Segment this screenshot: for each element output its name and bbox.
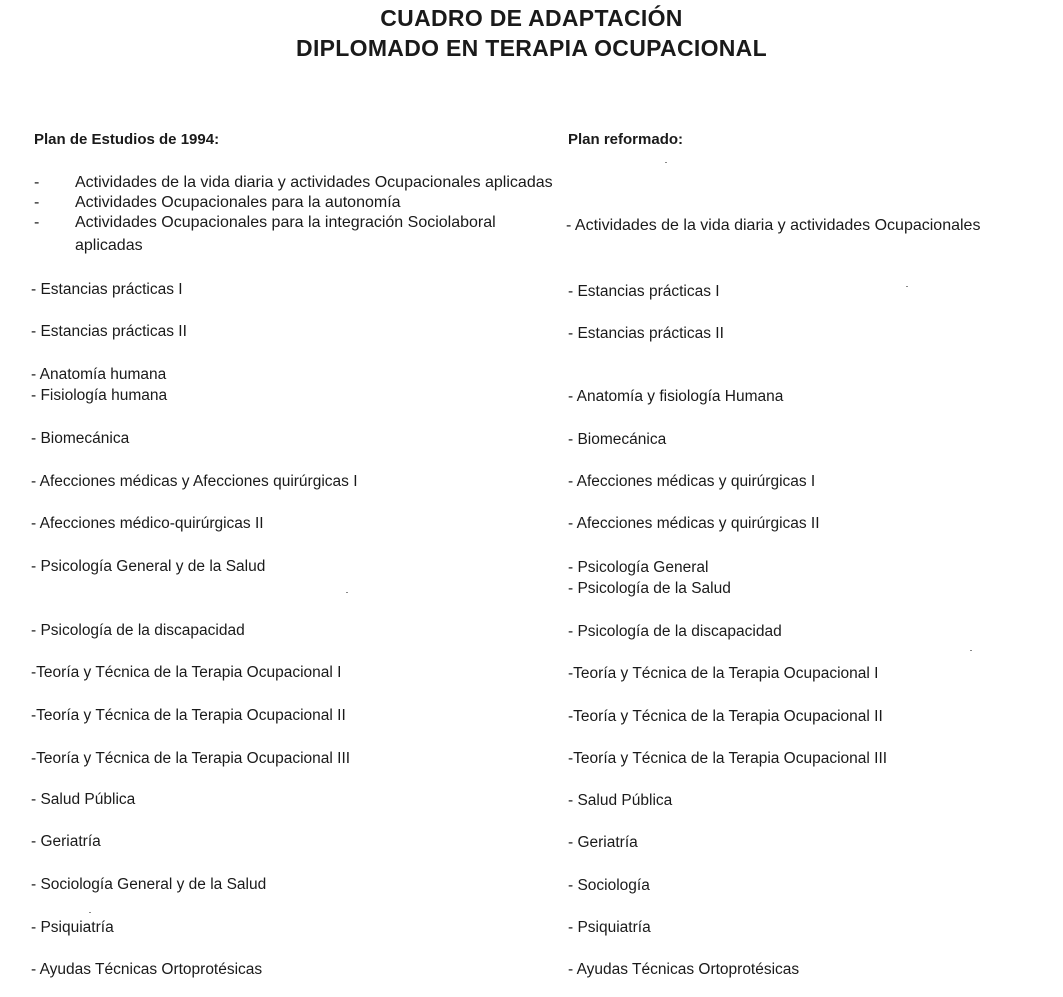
new-subject: - Estancias prácticas II: [568, 325, 724, 342]
merged-new-subject-wrap: aplicadas: [75, 237, 143, 254]
old-subject: - Anatomía humana: [31, 366, 167, 383]
old-plan-header: Plan de Estudios de 1994:: [34, 131, 220, 148]
old-subject: - Sociología General y de la Salud: [31, 876, 267, 893]
list-dash: -: [34, 214, 40, 231]
list-item: [34, 213, 553, 233]
old-subject: - Salud Pública: [31, 791, 136, 808]
new-subject: -Teoría y Técnica de la Terapia Ocupacional III: [568, 750, 888, 767]
new-subject: - Estancias prácticas I: [568, 283, 720, 300]
document-title-line-2: DIPLOMADO EN TERAPIA OCUPACIONAL: [296, 35, 767, 61]
old-subject: - Afecciones médicas y Afecciones quirúrgicas I: [31, 473, 358, 490]
new-subject: - Psicología de la discapacidad: [568, 623, 782, 640]
new-subject: - Ayudas Técnicas Ortoprotésicas: [568, 961, 800, 978]
old-subject: - Estancias prácticas II: [31, 323, 187, 340]
old-subject: -Teoría y Técnica de la Terapia Ocupacional II: [31, 707, 346, 724]
old-subject: - Estancias prácticas I: [31, 281, 183, 298]
new-subject: - Psicología de la Salud: [568, 580, 731, 597]
scan-speck: [970, 650, 972, 651]
old-activities-list: [34, 173, 553, 233]
old-subject: - Biomecánica: [31, 430, 130, 447]
old-subject: - Afecciones médico-quirúrgicas II: [31, 515, 264, 532]
new-subject: - Geriatría: [568, 834, 638, 851]
scan-speck: [906, 286, 908, 287]
list-dash: -: [34, 174, 40, 191]
old-subject: -Teoría y Técnica de la Terapia Ocupacional I: [31, 664, 342, 681]
new-subject: - Afecciones médicas y quirúrgicas I: [568, 473, 816, 490]
new-subject: - Psicología General: [568, 559, 709, 576]
list-item-text: Actividades Ocupacionales para la autonomía: [75, 194, 401, 211]
new-subject: - Anatomía y fisiología Humana: [568, 388, 784, 405]
scan-speck: [665, 162, 667, 163]
old-subject: - Ayudas Técnicas Ortoprotésicas: [31, 961, 263, 978]
old-subject: -Teoría y Técnica de la Terapia Ocupacional III: [31, 750, 351, 767]
old-subject: - Psicología de la discapacidad: [31, 622, 245, 639]
new-subject: - Biomecánica: [568, 431, 667, 448]
scan-speck: [346, 592, 348, 593]
list-item-text: Actividades de la vida diaria y actividades Ocupacionales aplicadas: [75, 174, 553, 191]
scan-speck: [89, 912, 91, 913]
list-dash: -: [34, 194, 40, 211]
new-subject: - Salud Pública: [568, 792, 673, 809]
old-subject: - Psiquiatría: [31, 919, 114, 936]
new-subject: -Teoría y Técnica de la Terapia Ocupacional II: [568, 708, 883, 725]
merged-new-subject: - Actividades de la vida diaria y actividades Ocupacionales: [566, 217, 981, 234]
new-plan-header: Plan reformado:: [568, 131, 684, 148]
list-item: [34, 193, 553, 213]
old-subject: - Geriatría: [31, 833, 101, 850]
new-subject: - Psiquiatría: [568, 919, 651, 936]
new-subject: -Teoría y Técnica de la Terapia Ocupacional I: [568, 665, 879, 682]
new-subject: - Sociología: [568, 877, 650, 894]
new-subject: - Afecciones médicas y quirúrgicas II: [568, 515, 820, 532]
document-title-line-1: CUADRO DE ADAPTACIÓN: [380, 5, 683, 31]
old-subject: - Fisiología humana: [31, 387, 168, 404]
old-subject: - Psicología General y de la Salud: [31, 558, 266, 575]
list-item-text: Actividades Ocupacionales para la integración Sociolaboral: [75, 214, 496, 231]
list-item: [34, 173, 553, 193]
